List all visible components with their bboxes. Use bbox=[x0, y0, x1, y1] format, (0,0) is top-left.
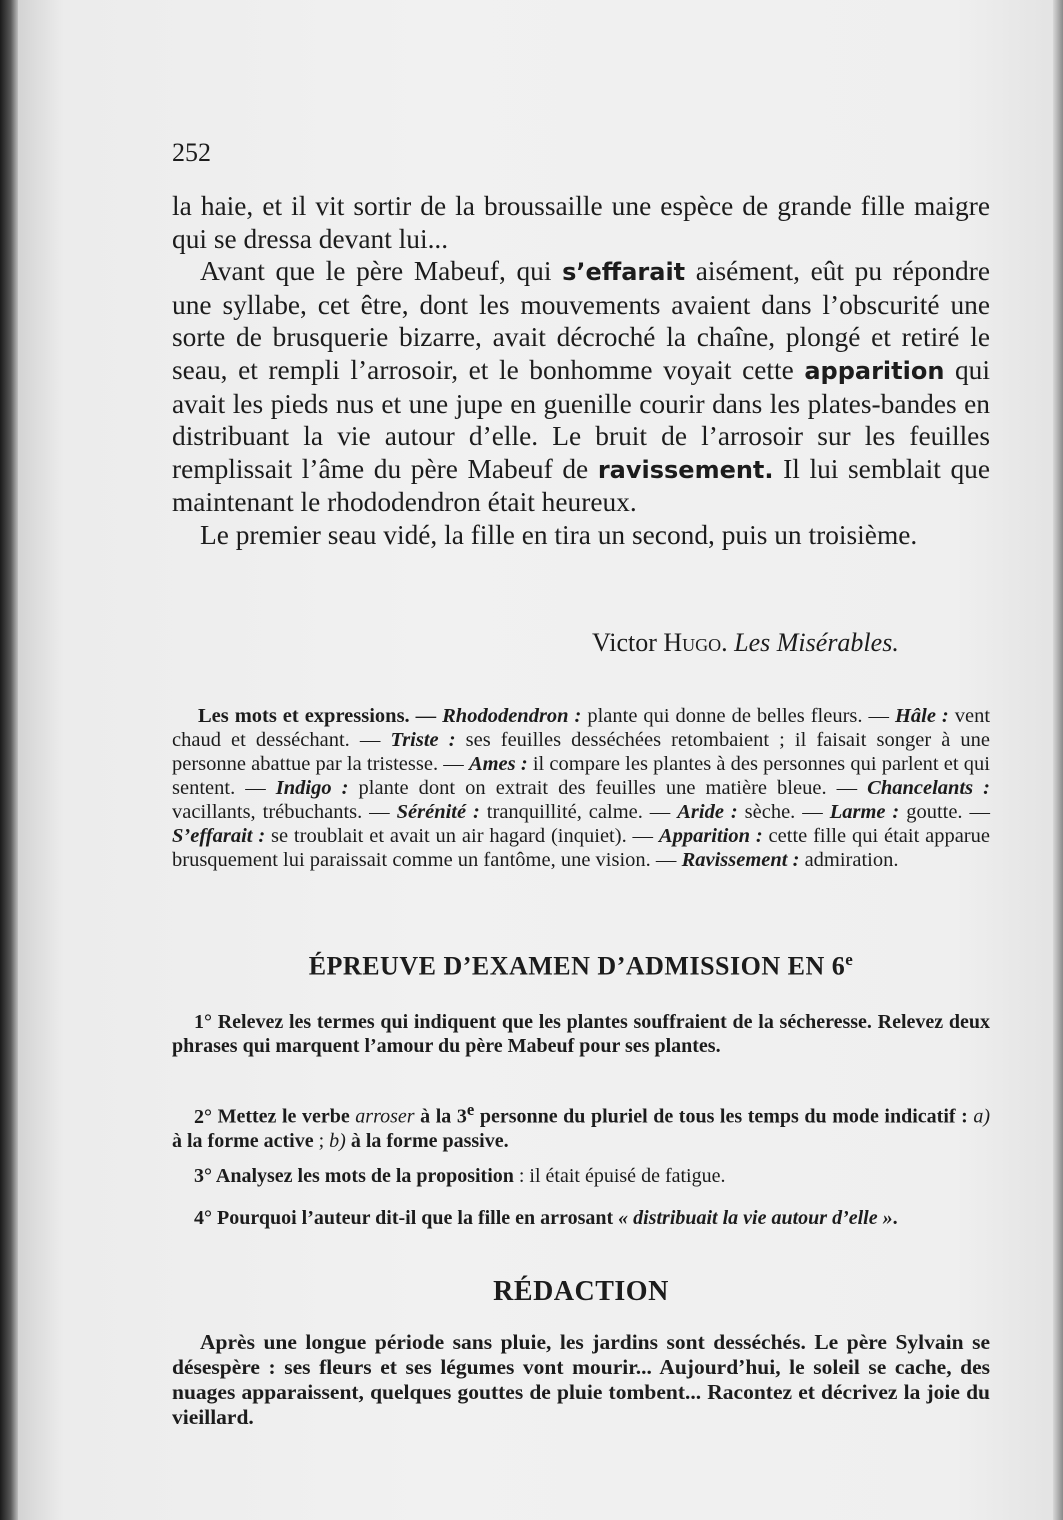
exam-question-3 bbox=[172, 1164, 990, 1188]
vocab-definition: se troublait et avait un air hagard (inquiet). — bbox=[265, 825, 659, 847]
work-title: Les Misérables. bbox=[734, 628, 899, 657]
vocab-term: Larme : bbox=[829, 801, 900, 823]
passage-paragraph-3: Le premier seau vidé, la fille en tira un second, puis un troisième. bbox=[200, 519, 918, 550]
vocab-term: Apparition : bbox=[658, 825, 763, 847]
vocab-term: Ames : bbox=[468, 753, 528, 775]
source-attribution bbox=[592, 628, 899, 658]
vocab-definition: cette fille qui était apparue brusquement lui paraissait comme un fantôme, une vision. — bbox=[172, 825, 990, 871]
vocabulary-heading: Les mots et expressions. — bbox=[198, 705, 437, 727]
literary-passage bbox=[172, 190, 990, 552]
vocab-term: Sérénité : bbox=[396, 801, 480, 823]
question-text: à la 3 bbox=[414, 1105, 467, 1128]
vocab-definition: sèche. — bbox=[737, 801, 830, 823]
vocab-definition: il compare les plantes à des personnes qui parlent et qui sentent. — bbox=[172, 753, 990, 799]
question-number: 2° bbox=[194, 1105, 212, 1128]
redaction-prompt bbox=[172, 1330, 990, 1430]
passage-text: aisément, eût pu répondre une syllabe, cet être, dont les mouvements avaient dans l’obscurité une sorte de brusquerie bizarre, avait décroché la chaîne, plongé et retiré le seau, et rempli l’arrosoir, et le bonhomme voyait cette bbox=[172, 256, 990, 385]
question-text: Analysez les mots de la proposition bbox=[212, 1165, 514, 1187]
passage-paragraph-1: la haie, et il vit sortir de la broussaille une espèce de grande fille maigre qui se dressa devant lui... bbox=[172, 191, 990, 254]
vocab-definition: plante dont on extrait des feuilles une matière bleue. — bbox=[348, 777, 868, 799]
question-text: Mettez le verbe bbox=[212, 1105, 356, 1128]
question-sentence: : il était épuisé de fatigue. bbox=[513, 1165, 726, 1187]
vocab-definition: ses feuilles desséchées retombaient ; il faisait songer à une personne abattue par la tristesse. — bbox=[172, 729, 990, 775]
passage-text: qui avait les pieds nus et une jupe en guenille courir dans les plates-bandes en distribuant la vie autour d’elle. Le bruit de l’arrosoir sur les feuilles remplissait l’âme du père Mabeuf de bbox=[172, 354, 990, 484]
keyword-seffarait: s’effarait bbox=[562, 258, 686, 287]
exam-question-4 bbox=[172, 1206, 990, 1230]
question-text: à la forme active bbox=[172, 1129, 319, 1152]
vocab-term: Chancelants : bbox=[867, 777, 990, 799]
exam-section-title bbox=[172, 950, 990, 982]
keyword-ravissement: ravissement. bbox=[597, 455, 774, 484]
question-verb: arroser bbox=[355, 1105, 415, 1128]
vocab-term: Aride : bbox=[677, 801, 738, 823]
page-number: 252 bbox=[172, 138, 211, 167]
keyword-apparition: apparition bbox=[804, 356, 945, 385]
passage-text: Il lui semblait que maintenant le rhododendron était heureux. bbox=[172, 453, 990, 518]
vocabulary-section bbox=[172, 704, 990, 872]
question-number: 4° bbox=[194, 1207, 212, 1229]
vocab-definition: admiration. bbox=[799, 849, 899, 871]
exam-question-1 bbox=[172, 1010, 990, 1058]
vocab-definition: vent chaud et desséchant. — bbox=[172, 705, 991, 751]
redaction-title: RÉDACTION bbox=[493, 1276, 669, 1307]
question-number: 3° bbox=[194, 1165, 212, 1187]
question-text: . bbox=[892, 1207, 898, 1229]
question-quote: « distribuait la vie autour d’elle » bbox=[618, 1207, 893, 1229]
vocab-term: Hâle : bbox=[894, 705, 949, 727]
author-last-name: Hugo bbox=[663, 628, 722, 657]
exam-title-superscript: e bbox=[845, 950, 854, 969]
question-separator: ; bbox=[318, 1129, 325, 1152]
exam-title-text: ÉPREUVE D’EXAMEN D’ADMISSION EN 6 bbox=[308, 951, 846, 981]
question-text: à la forme passive. bbox=[345, 1129, 509, 1152]
vocab-term: Indigo : bbox=[275, 777, 349, 799]
question-superscript: e bbox=[466, 1100, 475, 1119]
vocab-definition: plante qui donne de belles fleurs. — bbox=[581, 705, 895, 727]
passage-paragraph-2 bbox=[172, 255, 990, 519]
vocab-definition: goutte. — bbox=[899, 801, 990, 823]
vocab-definition: tranquillité, calme. — bbox=[479, 801, 678, 823]
vocab-term: Triste : bbox=[390, 729, 456, 751]
attribution-separator: . bbox=[721, 628, 735, 657]
question-text: Pourquoi l’auteur dit-il que la fille en arrosant bbox=[212, 1207, 619, 1229]
vocab-term: S’effarait : bbox=[172, 825, 266, 847]
passage-text: Avant que le père Mabeuf, qui bbox=[200, 256, 563, 287]
question-text: Relevez les termes qui indiquent que les plantes souffraient de la sécheresse. Relevez deux phrases qui marquent l’amour du père Mabeuf pour ses plantes. bbox=[172, 1011, 990, 1057]
option-a-label: a) bbox=[973, 1105, 991, 1128]
option-b-label: b) bbox=[324, 1129, 346, 1152]
exam-question-2 bbox=[172, 1098, 990, 1153]
redaction-text: Après une longue période sans pluie, les jardins sont desséchés. Le père Sylvain se désespère : ses fleurs et ses légumes vont mourir... Aujourd’hui, le soleil se cache, des nuages apparaissent, quelques gouttes de pluie tombent... Racontez et décrivez la joie du vieillard. bbox=[172, 1330, 990, 1429]
vocab-term: Rhododendron : bbox=[442, 705, 582, 727]
question-number: 1° bbox=[194, 1011, 212, 1033]
vocab-definition: vacillants, trébuchants. — bbox=[172, 801, 397, 823]
question-text: personne du pluriel de tous les temps du mode indicatif : bbox=[474, 1105, 974, 1128]
vocab-term: Ravissement : bbox=[681, 849, 800, 871]
author-first-name: Victor bbox=[592, 628, 657, 657]
